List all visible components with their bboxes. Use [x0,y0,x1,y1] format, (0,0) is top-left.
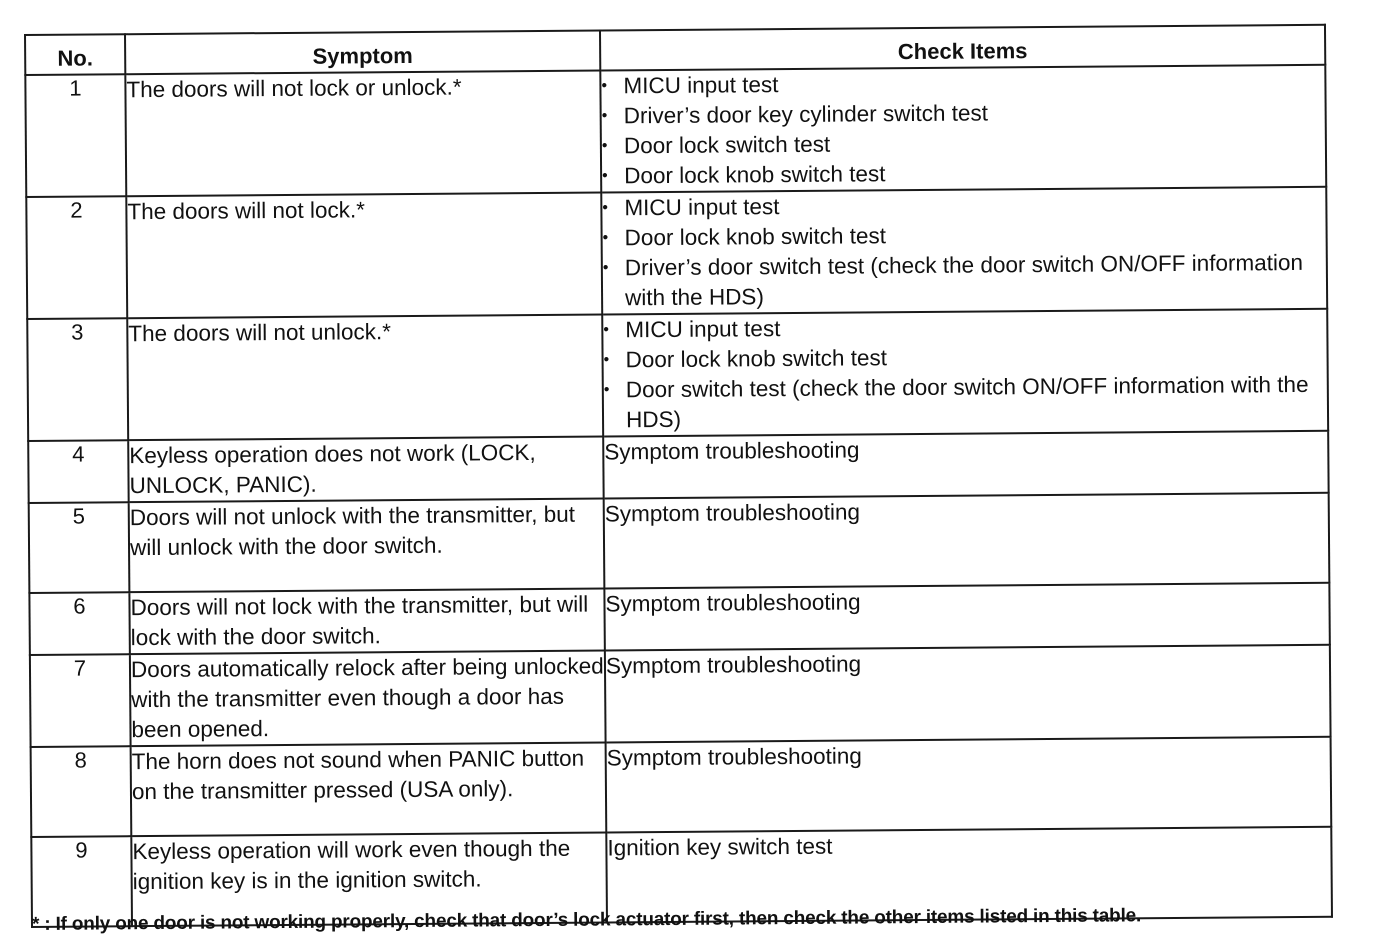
header-check-items: Check Items [600,25,1325,71]
header-no: No. [25,34,125,75]
row-number: 7 [30,654,131,747]
symptom-cell: Keyless operation does not work (LOCK, UNLOCK, PANIC). [128,436,603,502]
table-body [25,65,1332,927]
troubleshooting-table [24,24,1333,928]
check-item: • Driver’s door key cylinder switch test [602,96,1325,132]
check-item: • Door lock switch test [602,126,1325,162]
table-row [29,493,1330,593]
row-number: 9 [31,836,132,927]
check-items-cell [601,187,1327,315]
check-item: • MICU input test [603,310,1326,346]
check-item: • MICU input test [601,66,1324,102]
check-item: • MICU input test [602,188,1325,224]
row-number: 1 [25,74,126,197]
check-items-list [603,310,1327,436]
check-items-cell: Symptom troubleshooting [605,645,1331,743]
check-items-cell [600,65,1326,193]
check-items-list [602,188,1326,314]
check-items-cell: Symptom troubleshooting [604,583,1329,651]
row-number: 3 [27,318,128,441]
row-number: 5 [29,502,130,593]
check-items-cell [602,309,1328,437]
table-row [30,645,1331,747]
table-row [27,309,1328,441]
check-items-cell: Symptom troubleshooting [603,431,1328,499]
table-row [29,583,1329,655]
check-item: • Driver’s door switch test (check the door switch ON/OFF information with the HDS) [603,248,1326,314]
check-item: • Door switch test (check the door switch ON/OFF information with the HDS) [604,370,1327,436]
symptom-cell: Doors will not lock with the transmitter, but will lock with the door switch. [129,588,604,654]
row-number: 8 [31,746,132,837]
row-number: 2 [26,196,127,319]
symptom-cell: The doors will not unlock.* [127,314,603,440]
check-item: • Door lock knob switch test [602,156,1325,192]
check-items-cell: Symptom troubleshooting [604,493,1330,589]
symptom-cell: The horn does not sound when PANIC button on the transmitter pressed (USA only). [131,742,607,836]
table-row [25,65,1326,197]
row-number: 6 [29,592,129,655]
symptom-cell: The doors will not lock.* [126,192,602,318]
troubleshooting-table-sheet [24,24,1331,928]
table-row [28,431,1328,503]
table-row [26,187,1327,319]
table-row [31,737,1332,837]
row-number: 4 [28,440,128,503]
symptom-cell: Doors will not unlock with the transmitter, but will unlock with the door switch. [129,498,605,592]
symptom-cell: Doors automatically relock after being unlocked with the transmitter even though a door has been opened. [130,650,606,746]
check-item: • Door lock knob switch test [603,340,1326,376]
symptom-cell: Keyless operation will work even though the ignition key is in the ignition switch. [131,832,607,926]
header-symptom: Symptom [125,30,600,74]
check-items-cell: Ignition key switch test [606,827,1332,923]
footnote: * : If only one door is not working properly, check that door’s lock actuator first, then check the other items listed in this table. [32,905,1142,935]
symptom-cell: The doors will not lock or unlock.* [125,70,601,196]
check-item: • Door lock knob switch test [603,218,1326,254]
check-items-list [601,66,1325,192]
check-items-cell: Symptom troubleshooting [606,737,1332,833]
